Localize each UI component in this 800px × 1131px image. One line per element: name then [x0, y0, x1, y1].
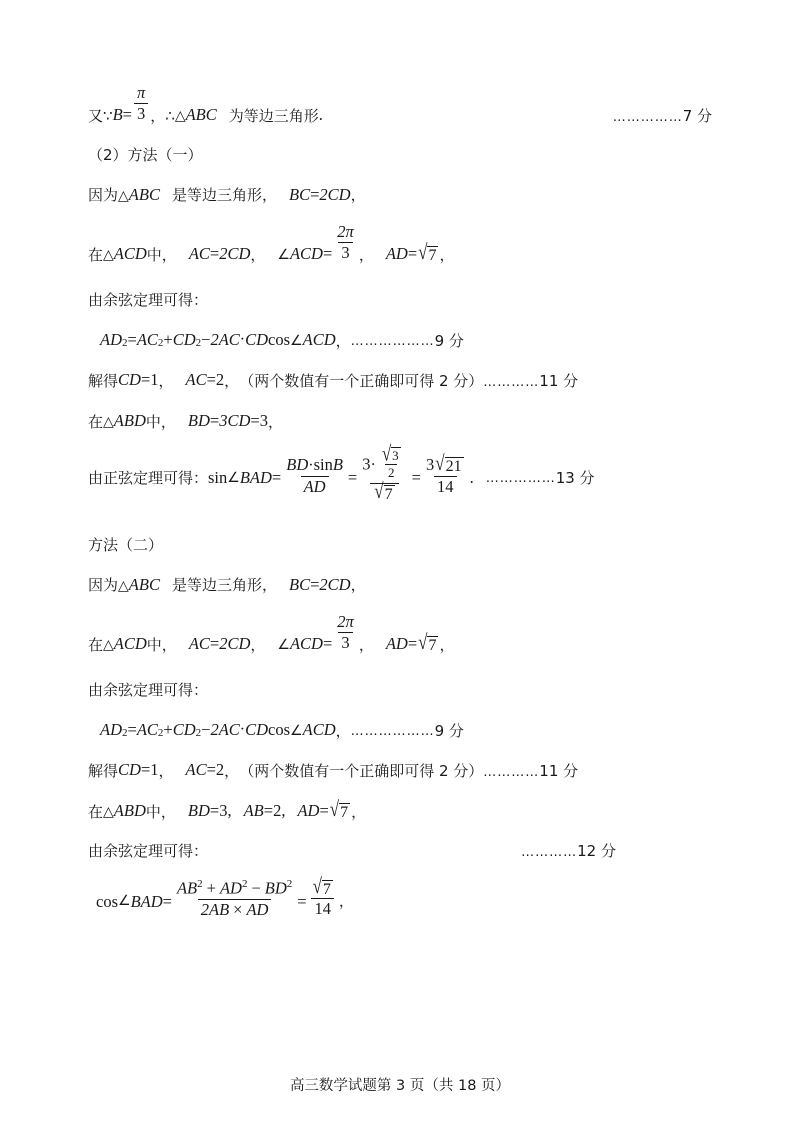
sin-function-2: sin — [313, 455, 333, 475]
equals-sign-5: = — [407, 244, 418, 264]
triangle-ABC-2: ABC — [128, 184, 160, 204]
2AB-term-1: 2AB — [200, 900, 230, 920]
fraction-denominator: 3 — [134, 103, 148, 124]
score-value-7: 7 分 — [682, 106, 712, 125]
score-value-11b: 11 分 — [539, 762, 579, 781]
triangle-ABD-1: ABD — [113, 410, 146, 430]
sqrt-7-5 — [312, 873, 333, 899]
fraction-denominator-5: 14 — [434, 476, 457, 497]
angle-BAD-2: BAD — [130, 891, 163, 911]
value-3c: 3, — [219, 800, 232, 820]
2AC-term-1: 2AC — [210, 329, 240, 349]
fraction-numerator-4 — [359, 441, 409, 483]
comma-10: ， — [350, 576, 366, 595]
fraction-nested-value — [359, 441, 409, 503]
AC-value-2: AC — [185, 760, 207, 780]
expr-2CD-4: 2CD — [219, 634, 251, 654]
leader-dots-11b: ………… — [483, 764, 540, 780]
text-line-solution-values-2 — [88, 760, 712, 781]
sqrt-7-4 — [329, 796, 350, 822]
equation-line-cosine-2 — [88, 720, 712, 741]
AD-term-1: AD — [100, 329, 122, 349]
leader-dots-9: ……………… — [350, 334, 435, 350]
fraction-numerator: π — [136, 82, 146, 102]
fraction-numerator-7 — [174, 878, 295, 899]
equals-sign-22: = — [263, 800, 274, 820]
page-footer: 高三数学试题第 3 页（共 18 页） — [289, 1078, 511, 1094]
cos-function-2: cos — [268, 719, 291, 739]
triangle-ACD-1: ACD — [113, 244, 147, 264]
radical-sign-2: √ — [381, 441, 392, 466]
fraction-sqrt7-over-14 — [309, 873, 337, 920]
angle-symbol-4: ∠ — [277, 637, 290, 654]
score-note-12 — [521, 842, 616, 861]
dot-operator-3: · — [370, 456, 376, 474]
radical-sign-5: √ — [418, 630, 428, 654]
equals-sign-20: = — [206, 760, 216, 780]
expr-3CD-1: 3CD — [219, 410, 251, 430]
angle-BAD-1: BAD — [239, 468, 272, 488]
comma-14: ， — [335, 721, 351, 740]
plus-sign-3: + — [206, 878, 216, 898]
triangle-ACD-2: ACD — [113, 634, 147, 654]
radical-sign-7: √ — [312, 873, 322, 898]
AD-term-4: AD — [246, 900, 269, 920]
method-one-label: （2）方法（一） — [88, 145, 203, 164]
fraction-denominator-7 — [198, 899, 272, 920]
plus-sign-1: + — [163, 329, 173, 349]
fraction-cos-formula — [174, 878, 295, 920]
exponent-2: 2 — [157, 336, 164, 349]
fraction-2pi-over-3-1 — [334, 223, 357, 263]
equals-sign-3: = — [209, 244, 220, 264]
comma-8: ， — [224, 372, 240, 391]
dot-operator-4: · — [239, 721, 246, 739]
page-content — [88, 82, 712, 943]
because-text-1: 因为 — [88, 186, 119, 205]
middle-text-1: 中， — [146, 246, 177, 265]
comma-18: ， — [338, 892, 354, 911]
equals-sign-17: = — [407, 634, 418, 654]
text-line-conclusion-equilateral — [88, 82, 712, 126]
value-3b: 3 — [362, 454, 371, 474]
fraction-numerator-6: 2π — [337, 611, 354, 631]
score-note-7 — [613, 107, 712, 126]
equals-sign-8: = — [206, 370, 216, 390]
inner-numerator — [378, 441, 405, 466]
radical-sign-6: √ — [329, 796, 340, 821]
exponent-6: 2 — [195, 726, 202, 739]
law-of-cosines-text-2: 由余弦定理可得： — [88, 680, 209, 699]
equation-line-cosine-1 — [88, 330, 712, 351]
leader-dots-12: ………… — [521, 844, 578, 860]
AB-term-1: AB — [176, 878, 198, 898]
leader-dots-13: …………… — [485, 470, 556, 486]
is-equilateral-text-2: 是等边三角形， — [171, 576, 277, 595]
equals-sign-16: = — [322, 634, 333, 654]
angle-symbol-5: ∠ — [290, 722, 303, 739]
comma-17: ， — [351, 802, 367, 821]
partial-credit-note-1: （两个数值有一个正确即可得 2 分） — [239, 372, 484, 391]
in-text-4: 在 — [88, 802, 104, 821]
comma-15: ， — [158, 762, 174, 781]
AB-value-1: AB — [243, 800, 264, 820]
fraction-numerator-5 — [423, 451, 468, 476]
minus-sign-1: − — [201, 329, 211, 349]
variable-B-2: B — [332, 455, 343, 475]
segment-BC-1: BC — [288, 184, 311, 204]
score-value-9: 9 分 — [434, 331, 464, 350]
BD-value-2: BD — [187, 800, 210, 820]
exponent-9: 2 — [286, 878, 293, 891]
AC-value-1: AC — [185, 370, 207, 390]
solved-text-1: 解得 — [88, 372, 119, 391]
equals-sign-11: = — [271, 468, 282, 488]
equals-sign-21: = — [209, 800, 220, 820]
law-of-cosines-text-3: 由余弦定理可得： — [88, 842, 209, 861]
exponent-8: 2 — [241, 878, 248, 891]
value-3: 3 — [259, 410, 268, 430]
radicand-3: 7 — [384, 485, 393, 503]
sqrt-7-3 — [418, 630, 438, 655]
expr-2CD-2: 2CD — [219, 244, 251, 264]
text-line-law-of-cosines-1 — [88, 291, 712, 310]
radicand-1: 7 — [428, 247, 437, 265]
comma-9: ， — [267, 412, 283, 431]
sqrt-7-2 — [374, 478, 394, 504]
equals-sign-14: = — [310, 574, 320, 594]
value-2c: 2, — [273, 800, 286, 820]
dot-operator-2: · — [308, 457, 314, 475]
AC-term-1: AC — [136, 329, 158, 349]
comma-3: ， — [250, 246, 266, 265]
radicand-4: 21 — [445, 457, 462, 475]
comma-6: ， — [335, 331, 351, 350]
score-value-12: 12 分 — [577, 841, 616, 860]
text-line-method-one-heading — [88, 146, 712, 165]
equals-sign-25: = — [297, 891, 307, 911]
equals-sign-13: = — [411, 468, 421, 488]
triangle-symbol-3: △ — [103, 247, 114, 264]
comma-5: ， — [439, 246, 455, 265]
2AC-term-2: 2AC — [210, 719, 240, 739]
exponent-5: 2 — [157, 726, 164, 739]
exponent-1: 2 — [122, 336, 128, 349]
CD-term-3: CD — [172, 719, 196, 739]
equals-sign-2: = — [310, 184, 320, 204]
period-1: . — [318, 105, 323, 125]
BD-value-1: BD — [187, 410, 210, 430]
triangle-ABD-2: ABD — [113, 800, 146, 820]
in-text-3: 在 — [88, 636, 104, 655]
radicand-5: 7 — [428, 637, 437, 655]
plus-sign-2: + — [163, 719, 173, 739]
CD-value-2: CD — [118, 760, 141, 780]
comma-16: ， — [224, 762, 240, 781]
fraction-denominator-6: 3 — [338, 632, 352, 653]
triangle-symbol-4: △ — [103, 414, 114, 431]
comma-1: ， — [150, 107, 166, 126]
fraction-numerator-8 — [309, 873, 337, 899]
segment-AC-2: AC — [188, 634, 210, 654]
radical-sign-4: √ — [435, 451, 445, 475]
sin-function-1: sin — [208, 468, 228, 488]
text-line-in-triangle-ABD-2 — [88, 796, 712, 822]
method-two-label: 方法（二） — [88, 535, 164, 554]
angle-symbol-2: ∠ — [290, 332, 303, 349]
AD-term-2: AD — [100, 719, 122, 739]
leader-dots-7: …………… — [612, 109, 683, 125]
law-of-cosines-text-1: 由余弦定理可得： — [88, 290, 209, 309]
radical-sign-3: √ — [374, 478, 384, 503]
cos-function-3: cos — [96, 891, 118, 911]
value-1: 1 — [150, 370, 159, 390]
law-of-sines-text-1: 由正弦定理可得： — [88, 469, 209, 488]
in-text-2: 在 — [88, 412, 104, 431]
score-value-13: 13 分 — [555, 469, 595, 488]
middle-text-4: 中， — [145, 802, 176, 821]
AC-term-2: AC — [136, 719, 158, 739]
comma-2: ， — [350, 186, 366, 205]
because-text-2: 因为 — [88, 576, 119, 595]
sqrt-3-1 — [381, 441, 401, 466]
fraction-denominator-8: 14 — [311, 898, 334, 919]
comma-12: ， — [358, 636, 374, 655]
equals-sign-23: = — [319, 800, 329, 820]
equals-sign-18: = — [127, 719, 137, 739]
because-symbol: ∵ — [103, 107, 113, 126]
radicand-2: 3 — [392, 448, 399, 464]
fraction-sqrt3-over-2 — [378, 441, 405, 481]
angle-ACD-3: ACD — [289, 634, 323, 654]
CD-term-2: CD — [245, 329, 269, 349]
comma-13: ， — [439, 636, 455, 655]
equals-sign: = — [122, 105, 132, 125]
radicand-6: 7 — [340, 803, 349, 821]
exponent-3: 2 — [195, 336, 202, 349]
minus-sign-3: − — [251, 878, 261, 898]
times-sign-1: × — [233, 900, 243, 920]
equals-sign-24: = — [162, 891, 172, 911]
CD-value-1: CD — [118, 370, 141, 390]
fraction-numerator-3 — [283, 456, 346, 475]
sqrt-21-1 — [435, 451, 463, 476]
fraction-denominator-3: AD — [301, 476, 329, 497]
leader-dots-9b: ……………… — [350, 724, 435, 740]
equals-sign-9: = — [209, 410, 220, 430]
equation-line-cos-BAD — [88, 873, 712, 923]
solved-text-2: 解得 — [88, 762, 119, 781]
radical-sign-1: √ — [418, 240, 428, 264]
fraction-pi-over-3 — [134, 84, 148, 124]
angle-symbol-3: ∠ — [227, 469, 240, 486]
minus-sign-2: − — [201, 719, 211, 739]
cos-function-1: cos — [268, 329, 291, 349]
fraction-denominator-2: 3 — [338, 242, 352, 263]
middle-text-2: 中， — [145, 412, 176, 431]
therefore-symbol: ∴ — [165, 107, 175, 126]
value-1b: 1 — [150, 760, 159, 780]
equals-sign-4: = — [322, 244, 333, 264]
fraction-denominator-4 — [370, 478, 398, 504]
inner-denominator: 2 — [385, 464, 398, 481]
CD-term-1: CD — [172, 329, 196, 349]
AD-term-3: AD — [219, 878, 242, 898]
text-line-law-of-cosines-2 — [88, 681, 712, 700]
equation-line-sine-rule — [88, 441, 712, 506]
sqrt-7-1 — [418, 240, 438, 265]
equals-sign-19: = — [140, 760, 151, 780]
variable-B: B — [112, 105, 123, 125]
angle-ACD-1: ACD — [289, 244, 323, 264]
BD-term-2: BD — [264, 878, 287, 898]
text-line-method-two-heading — [88, 536, 712, 555]
angle-symbol-6: ∠ — [118, 893, 131, 910]
text-line-because-equilateral-2 — [88, 575, 712, 596]
equals-sign-10: = — [250, 410, 260, 430]
CD-term-4: CD — [245, 719, 269, 739]
equals-sign-12: = — [347, 468, 358, 488]
segment-AD-2: AD — [385, 634, 408, 654]
exponent-4: 2 — [122, 726, 128, 739]
text-line-law-of-cosines-3 — [88, 842, 712, 861]
comma-11: ， — [250, 636, 266, 655]
text-line-in-triangle-ABD-1 — [88, 411, 712, 432]
partial-credit-note-2: （两个数值有一个正确即可得 2 分） — [239, 762, 484, 781]
triangle-symbol: △ — [174, 108, 186, 125]
expr-2CD-3: 2CD — [319, 574, 351, 594]
comma-7: ， — [158, 372, 174, 391]
line1-prefix: 又 — [88, 107, 104, 126]
triangle-ABC: ABC — [185, 105, 217, 125]
segment-AD-1: AD — [385, 244, 408, 264]
triangle-symbol-2: △ — [118, 187, 129, 204]
comma-4: ， — [358, 246, 374, 265]
fraction-numerator-2: 2π — [337, 221, 354, 241]
fraction-2pi-over-3-2 — [334, 613, 357, 653]
fraction-BDsinB-over-AD — [283, 456, 346, 496]
period-2: . — [469, 468, 474, 488]
radicand-7: 7 — [322, 880, 331, 898]
triangle-symbol-6: △ — [103, 637, 114, 654]
coefficient-3: 3 — [425, 455, 435, 475]
equals-sign-6: = — [127, 329, 137, 349]
text-line-in-triangle-ACD-1 — [88, 221, 712, 265]
score-value-11: 11 分 — [539, 372, 579, 391]
segment-BC-2: BC — [288, 574, 311, 594]
line1-text: 为等边三角形 — [228, 107, 319, 126]
triangle-ABC-3: ABC — [128, 574, 160, 594]
triangle-symbol-5: △ — [118, 577, 129, 594]
equals-sign-15: = — [209, 634, 220, 654]
triangle-symbol-7: △ — [103, 804, 114, 821]
leader-dots-11: ………… — [483, 374, 540, 390]
angle-ACD-4: ACD — [302, 719, 336, 739]
exponent-7: 2 — [197, 878, 203, 891]
angle-ACD-2: ACD — [302, 329, 336, 349]
fraction-3sqrt21-over-14 — [423, 451, 468, 497]
text-line-in-triangle-ACD-2 — [88, 611, 712, 655]
BD-term-1: BD — [286, 455, 309, 475]
in-text-1: 在 — [88, 246, 104, 265]
value-2: 2 — [215, 370, 225, 390]
angle-symbol-1: ∠ — [277, 247, 290, 264]
score-value-9b: 9 分 — [434, 721, 464, 740]
text-line-solution-values-1 — [88, 370, 712, 391]
AD-value-1: AD — [297, 800, 320, 820]
equals-sign-7: = — [140, 370, 151, 390]
segment-AC-1: AC — [188, 244, 210, 264]
expr-2CD-1: 2CD — [319, 184, 351, 204]
middle-text-3: 中， — [146, 636, 177, 655]
dot-operator-1: · — [239, 331, 246, 349]
text-line-because-equilateral-1 — [88, 185, 712, 206]
is-equilateral-text-1: 是等边三角形， — [171, 186, 277, 205]
value-2b: 2 — [215, 760, 225, 780]
